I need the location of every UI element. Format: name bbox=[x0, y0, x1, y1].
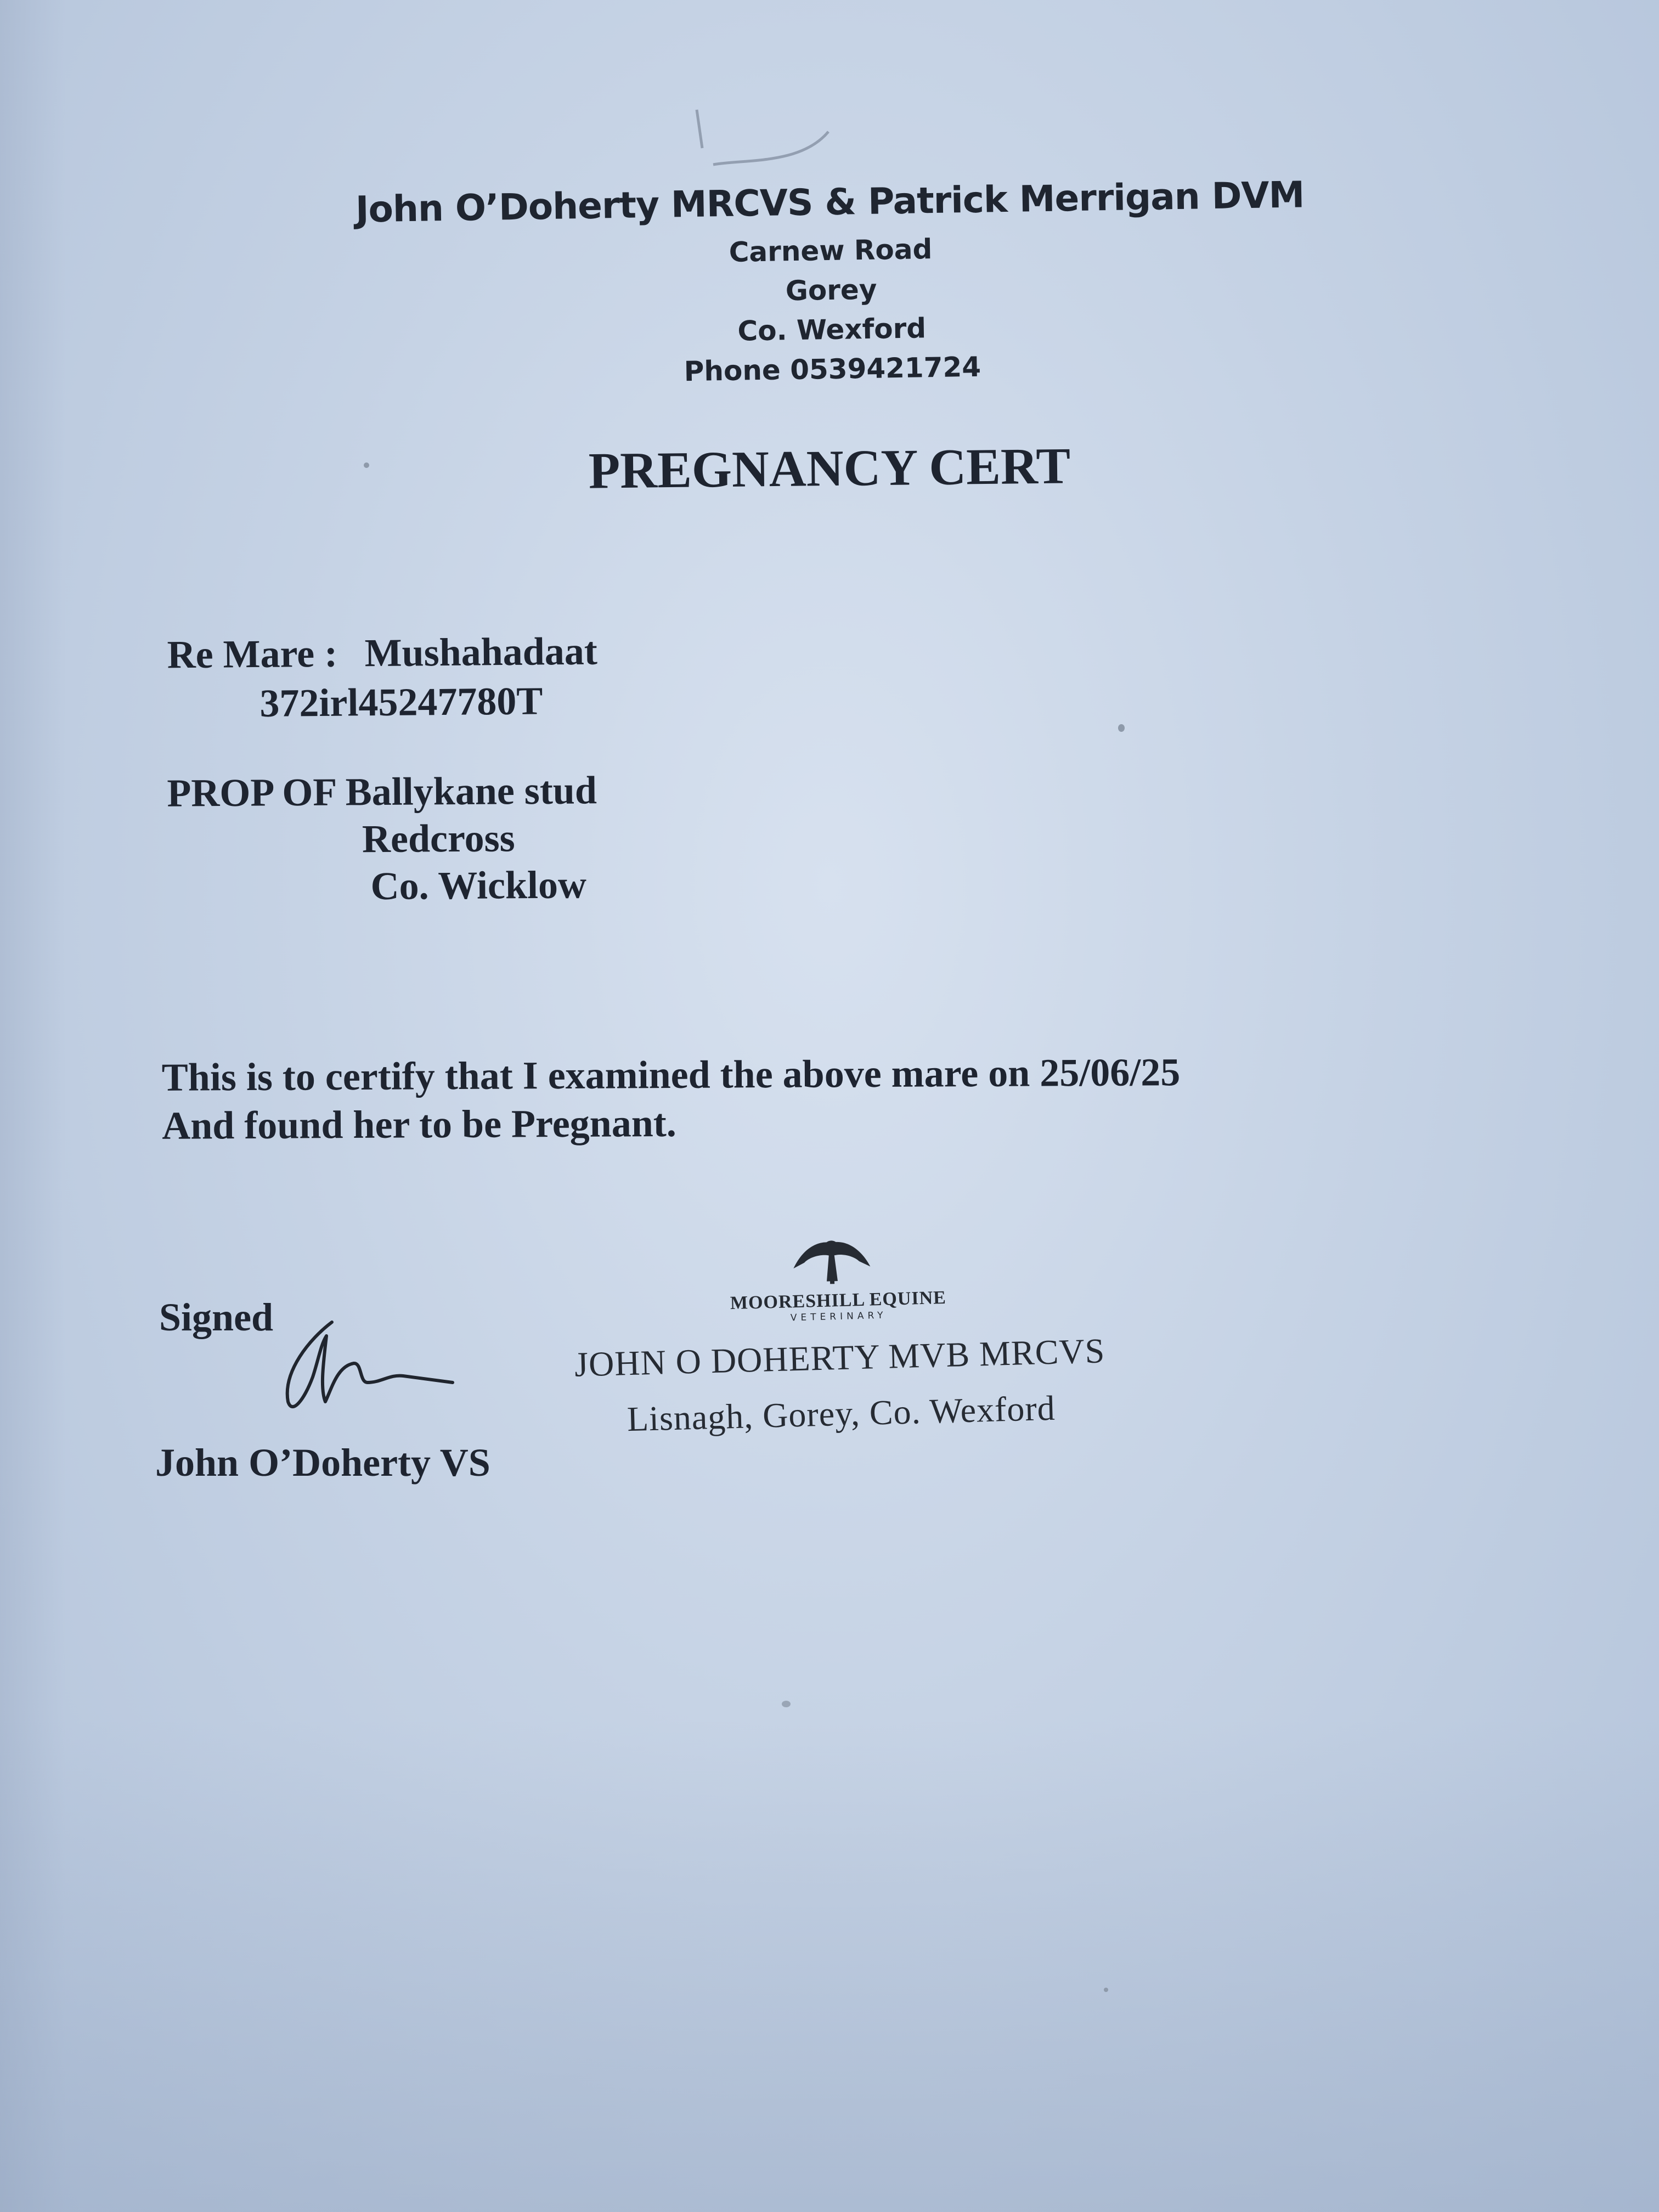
stamp-subtitle: VETERINARY bbox=[790, 1310, 887, 1324]
owner-line: PROP OF Ballykane stud bbox=[167, 768, 597, 815]
veterinary-stamp bbox=[568, 1222, 1111, 1466]
owner-line: Redcross bbox=[362, 816, 515, 861]
phone-number: Phone 0539421724 bbox=[684, 351, 981, 388]
practice-name: John O’Doherty MRCVS & Patrick Merrigan DVM bbox=[355, 173, 1305, 231]
mare-label: Re Mare : bbox=[167, 631, 338, 677]
address-line: Co. Wexford bbox=[737, 312, 927, 347]
stamp-practice: MOORESHILL EQUINE bbox=[730, 1287, 947, 1314]
document-title: PREGNANCY CERT bbox=[588, 437, 1071, 500]
owner-details bbox=[167, 766, 597, 911]
signed-label: Signed bbox=[159, 1295, 274, 1339]
page-shadow-bottom bbox=[0, 1718, 1659, 2212]
certification-line: This is to certify that I examined the above mare on 25/06/25 bbox=[161, 1050, 1181, 1099]
stamp-address: Lisnagh, Gorey, Co. Wexford bbox=[627, 1388, 1056, 1439]
handwritten-signature bbox=[272, 1306, 469, 1432]
mare-details bbox=[167, 627, 598, 729]
paper-speck bbox=[1118, 724, 1125, 732]
signer-name: John O’Doherty VS bbox=[155, 1441, 490, 1485]
certification-statement bbox=[162, 1048, 1181, 1150]
letterhead bbox=[0, 168, 1659, 402]
pen-mark bbox=[680, 99, 845, 187]
owner-line: Co. Wicklow bbox=[370, 862, 587, 909]
address-line: Carnew Road bbox=[729, 233, 933, 268]
stamp-vet-name: JOHN O DOHERTY MVB MRCVS bbox=[574, 1331, 1106, 1384]
paper-speck bbox=[1104, 1988, 1108, 1992]
certification-line: And found her to be Pregnant. bbox=[162, 1101, 676, 1148]
mare-id: 372irl45247780T bbox=[259, 679, 543, 725]
horse-head-logo bbox=[782, 1228, 882, 1291]
address-line: Gorey bbox=[785, 273, 877, 307]
paper-speck bbox=[782, 1701, 791, 1707]
mare-name: Mushahadaat bbox=[364, 629, 598, 675]
